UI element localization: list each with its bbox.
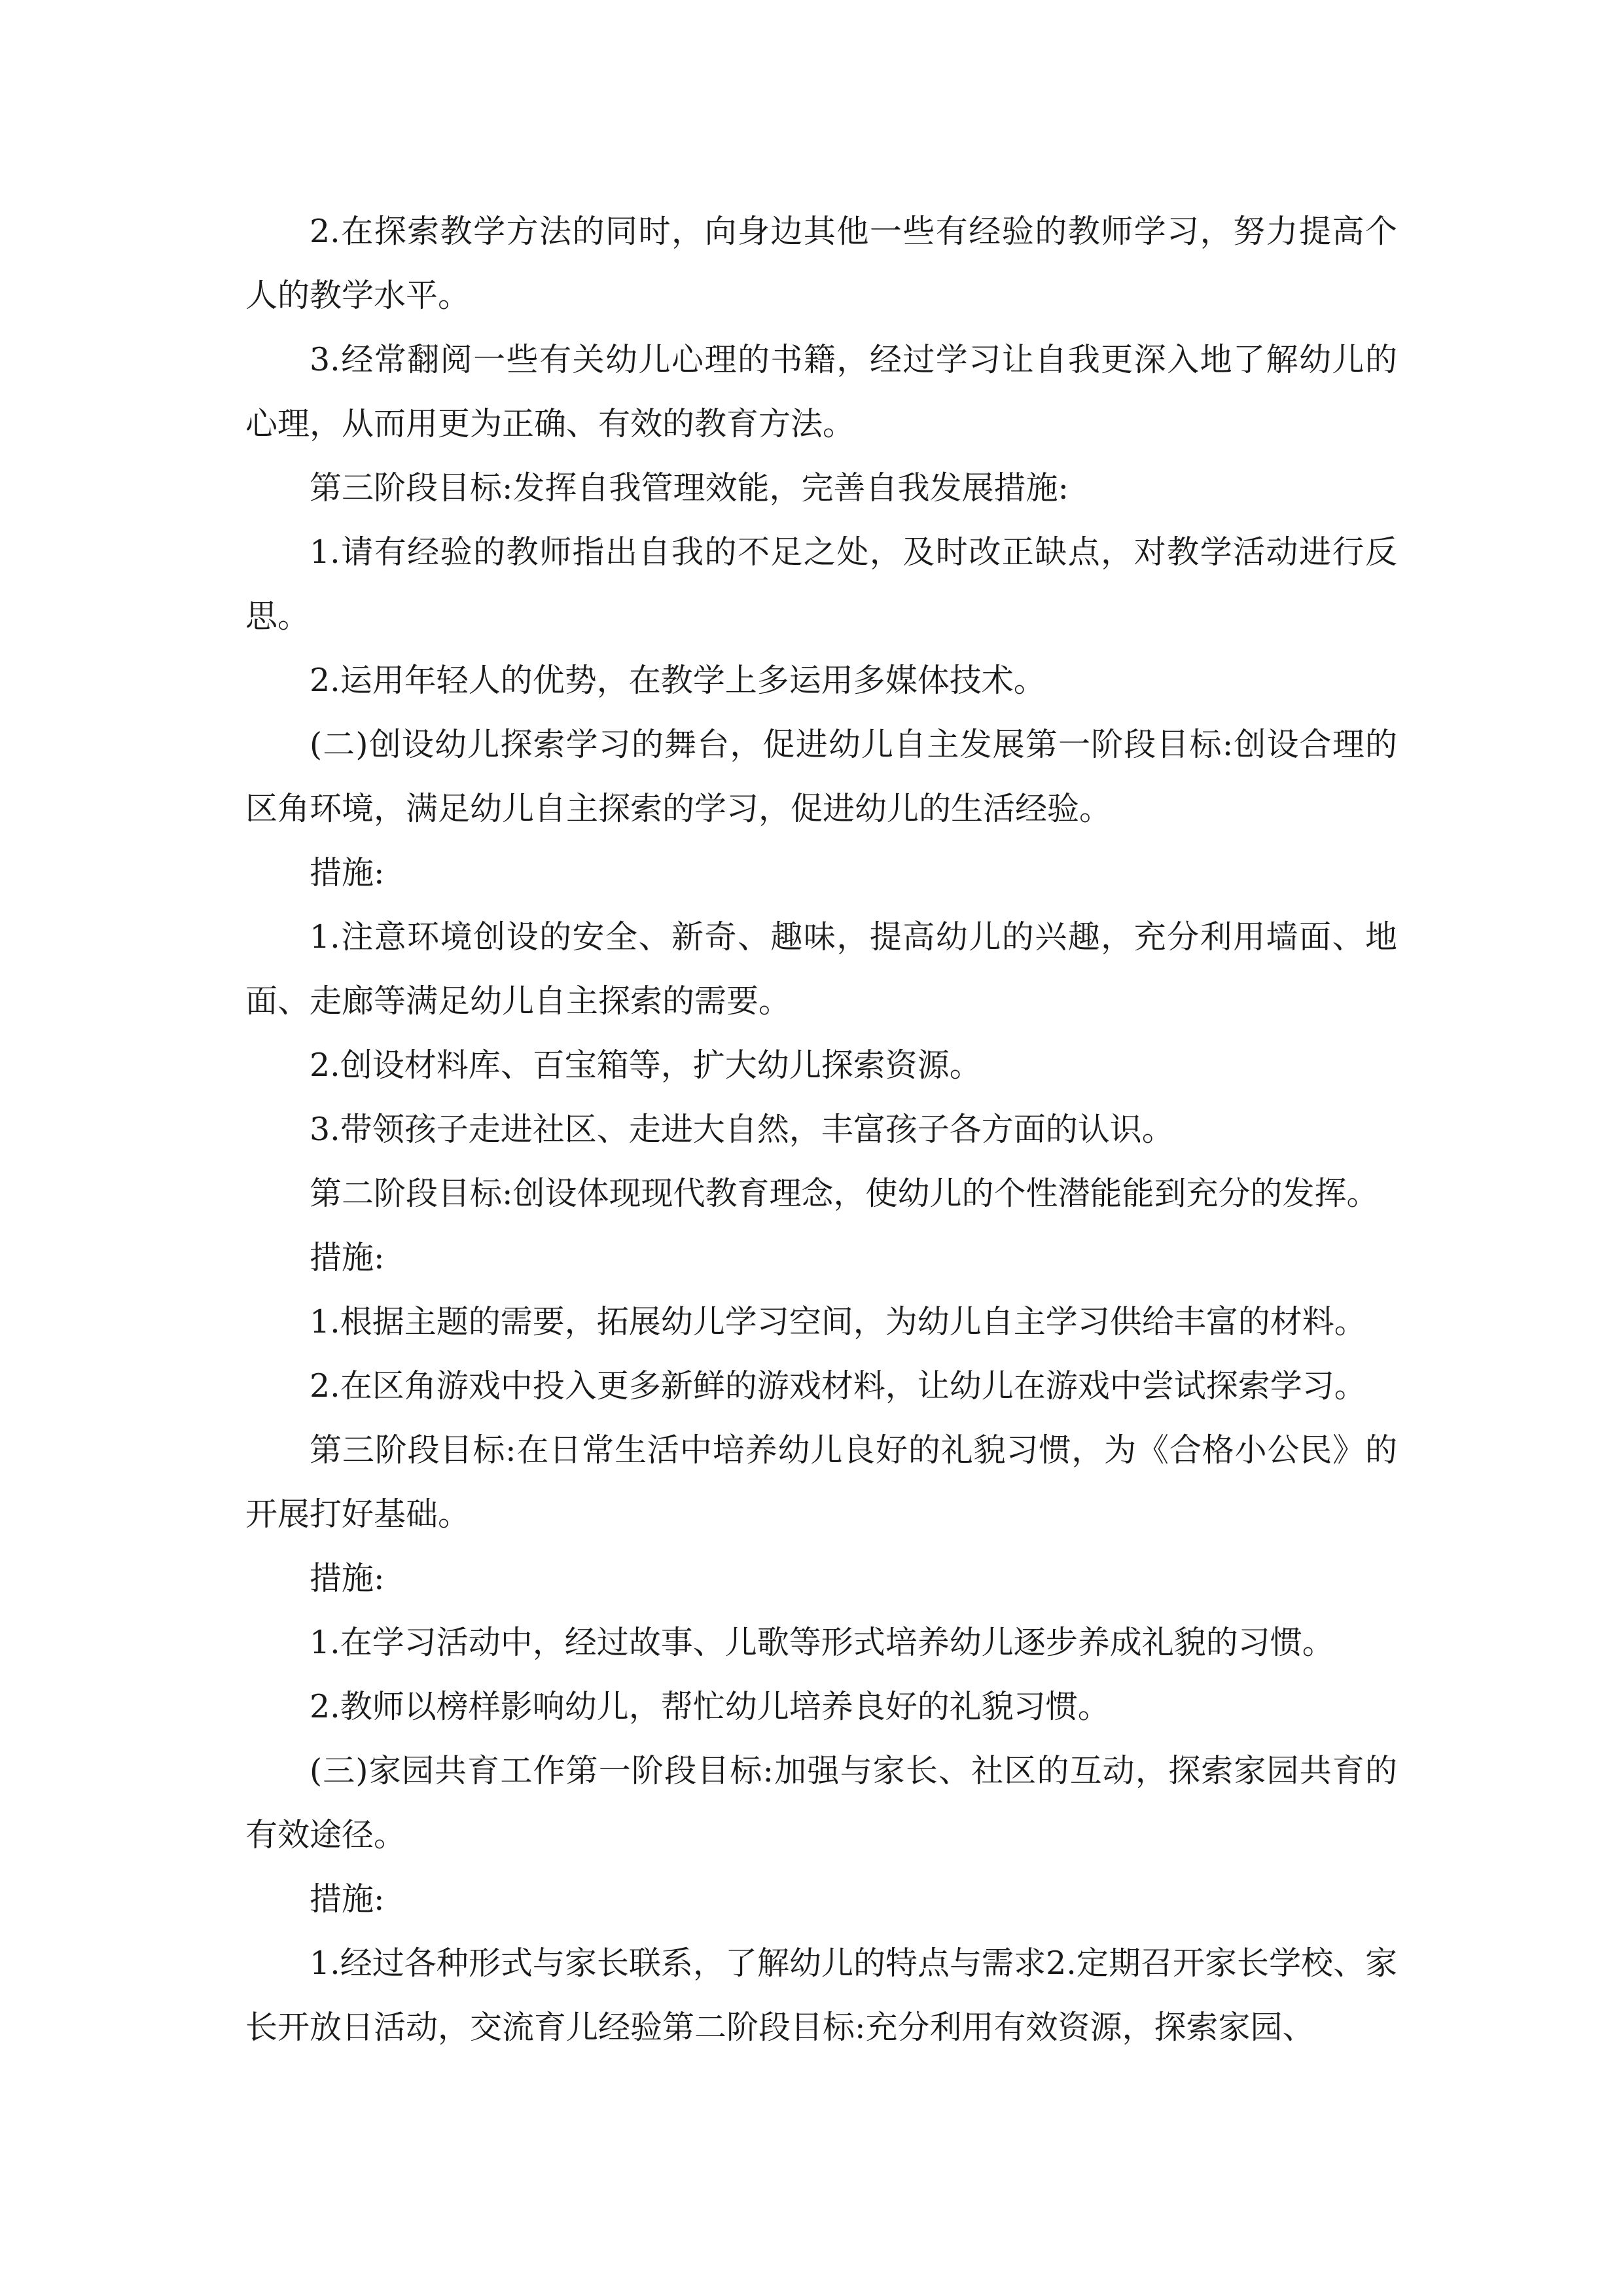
measures-label: 措施: <box>310 1239 385 1276</box>
section-heading: 第二阶段目标:创设体现现代教育理念，使幼儿的个性潜能能到充分的发挥。 <box>310 1175 1379 1212</box>
measures-label: 措施: <box>310 854 385 891</box>
section-heading: 第三阶段目标:发挥自我管理效能，完善自我发展措施: <box>310 469 1069 507</box>
paragraph: 3.带领孩子走进社区、走进大自然，丰富孩子各方面的认识。 <box>310 1111 1174 1148</box>
paragraph: 1.经过各种形式与家长联系，了解幼儿的特点与需求2.定期召开家长学校、家长开放日活动，交流育儿经验第二阶段目标:充分利用有效资源，探索家园、 <box>245 1945 1397 2046</box>
section-heading: (二)创设幼儿探索学习的舞台，促进幼儿自主发展第一阶段目标:创设合理的区角环境，满足幼儿自主探索的学习，促进幼儿的生活经验。 <box>245 726 1397 827</box>
paragraph: 2.教师以榜样影响幼儿，帮忙幼儿培养良好的礼貌习惯。 <box>310 1688 1110 1725</box>
paragraph: 1.请有经验的教师指出自我的不足之处，及时改正缺点，对教学活动进行反思。 <box>245 533 1397 635</box>
section-heading: 第三阶段目标:在日常生活中培养幼儿良好的礼貌习惯，为《合格小公民》的开展打好基础。 <box>245 1431 1397 1533</box>
measures-label: 措施: <box>310 1880 385 1918</box>
paragraph: 2.运用年轻人的优势，在教学上多运用多媒体技术。 <box>310 662 1046 699</box>
paragraph: 1.在学习活动中，经过故事、儿歌等形式培养幼儿逐步养成礼貌的习惯。 <box>310 1624 1334 1661</box>
paragraph: 2.在区角游戏中投入更多新鲜的游戏材料，让幼儿在游戏中尝试探索学习。 <box>310 1367 1366 1405</box>
document-body <box>245 200 1397 2060</box>
measures-label: 措施: <box>310 1560 385 1597</box>
paragraph: 1.根据主题的需要，拓展幼儿学习空间，为幼儿自主学习供给丰富的材料。 <box>310 1303 1366 1340</box>
section-heading: (三)家园共育工作第一阶段目标:加强与家长、社区的互动，探索家园共育的有效途径。 <box>245 1752 1397 1854</box>
paragraph: 2.创设材料库、百宝箱等，扩大幼儿探索资源。 <box>310 1047 982 1084</box>
paragraph: 1.注意环境创设的安全、新奇、趣味，提高幼儿的兴趣，充分利用墙面、地面、走廊等满足幼儿自主探索的需要。 <box>245 918 1397 1020</box>
paragraph: 2.在探索教学方法的同时，向身边其他一些有经验的教师学习，努力提高个人的教学水平。 <box>245 213 1397 314</box>
paragraph: 3.经常翻阅一些有关幼儿心理的书籍，经过学习让自我更深入地了解幼儿的心理，从而用更为正确、有效的教育方法。 <box>245 341 1397 442</box>
